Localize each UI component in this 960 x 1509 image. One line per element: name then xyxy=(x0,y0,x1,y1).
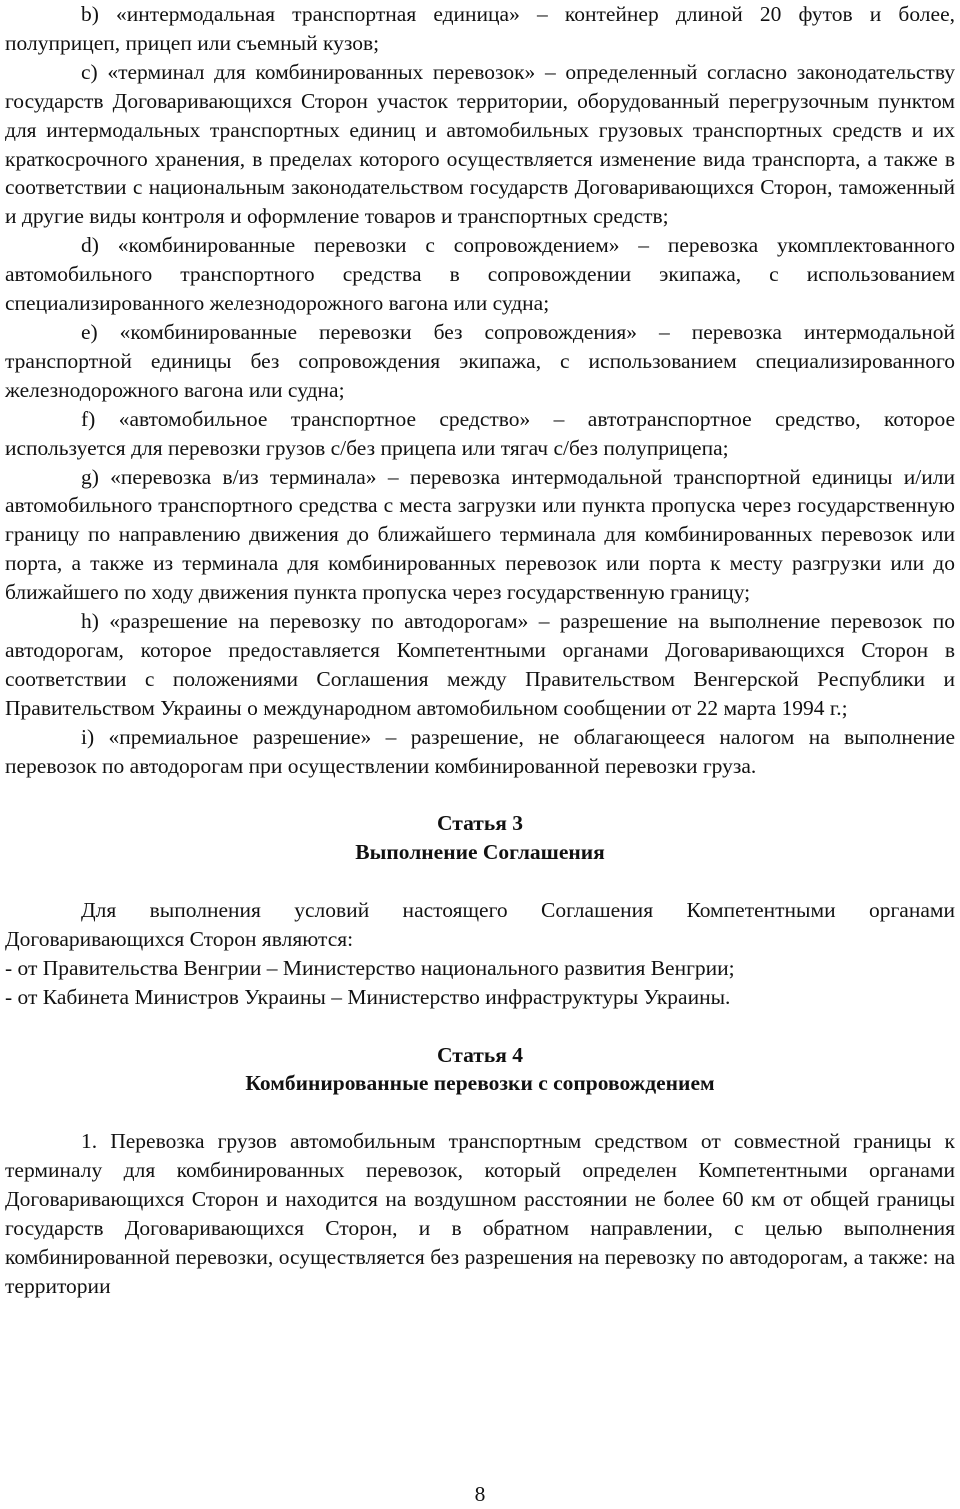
definition-item-f: f) «автомобильное транспортное средство» – автотранспортное средство, которое используется для перевозки грузов с/без прицепа или тягач с/без полуприцепа; xyxy=(5,406,955,460)
definition-item-h: h) «разрешение на перевозку по автодорогам» – разрешение на выполнение перевозок по автодорогам, которое предоставляется Компетентными органами Договаривающихся Сторон в соответствии с положениями Соглашения между Правительством Венгерской Республики и Правительством Украины о международном автомобильном сообщении от 22 марта 1994 г.; xyxy=(5,609,955,720)
definition-item-i: i) «премиальное разрешение» – разрешение, не облагающееся налогом на выполнение перевозок по автодорогам при осуществлении комбинированной перевозки груза. xyxy=(5,724,955,778)
article-4-title: Комбинированные перевозки с сопровождением xyxy=(245,1071,715,1096)
article-3-number: Статья 3 xyxy=(437,811,523,836)
document-page xyxy=(5,0,955,1509)
definition-item-c: c) «терминал для комбинированных перевозок» – определенный согласно законодательству государств Договаривающихся Сторон участок территории, оборудованный перегрузочным пунктом для интермодальных транспортных единиц и автомобильных грузовых транспортных средств и их краткосрочного хранения, в пределах которого осуществляется изменение вида транспорта, а также в соответствии с национальным законодательством государств Договаривающихся Сторон, таможенный и другие виды контроля и оформление товаров и транспортных средств; xyxy=(5,59,955,229)
spacer xyxy=(5,1098,955,1127)
definition-item-d: d) «комбинированные перевозки с сопровождением» – перевозка укомплектованного автомобильного транспортного средства в сопровождении экипажа, с использованием специализированного железнодорожного вагона или судна; xyxy=(5,233,955,316)
article-3-list-item: - от Кабинета Министров Украины – Министерство инфраструктуры Украины. xyxy=(5,984,731,1009)
spacer xyxy=(5,867,955,896)
page-number: 8 xyxy=(474,1482,486,1506)
document-body xyxy=(5,0,955,1301)
definition-item-b: b) «интермодальная транспортная единица» – контейнер длиной 20 футов и более, полуприцеп, прицеп или съемный кузов; xyxy=(5,2,955,55)
definition-item-g: g) «перевозка в/из терминала» – перевозка интермодальной транспортной единицы и/или автомобильного транспортного средства с места загрузки или пункта пропуска через государственную границу по направлению движения до ближайшего терминала для комбинированных перевозок или порта, а также из терминала для комбинированных перевозок или порта к месту разгрузки или до ближайшего по ходу движения пункта пропуска через государственную границу; xyxy=(5,464,955,605)
article-4-paragraph-1: 1. Перевозка грузов автомобильным транспортным средством от совместной границы к терминалу для комбинированных перевозок, который определен Компетентными органами Договаривающихся Сторон и находится на воздушном расстоянии не более 60 км от общей границы государств Договаривающихся Сторон, и в обратном направлении, с целью выполнения комбинированной перевозки, осуществляется без разрешения на перевозку по автодорогам, а также: на территории xyxy=(5,1129,955,1298)
article-3-intro: Для выполнения условий настоящего Соглашения Компетентными органами Договаривающихся Сторон являются: xyxy=(5,898,955,951)
article-4-number: Статья 4 xyxy=(437,1042,523,1067)
article-3-list-item: - от Правительства Венгрии – Министерство национального развития Венгрии; xyxy=(5,955,735,980)
spacer xyxy=(5,780,955,809)
definition-item-e: e) «комбинированные перевозки без сопровождения» – перевозка интермодальной транспортной единицы без сопровождения экипажа, с использованием специализированного железнодорожного вагона или судна; xyxy=(5,319,955,402)
article-3-title: Выполнение Соглашения xyxy=(355,840,605,865)
spacer xyxy=(5,1012,955,1041)
